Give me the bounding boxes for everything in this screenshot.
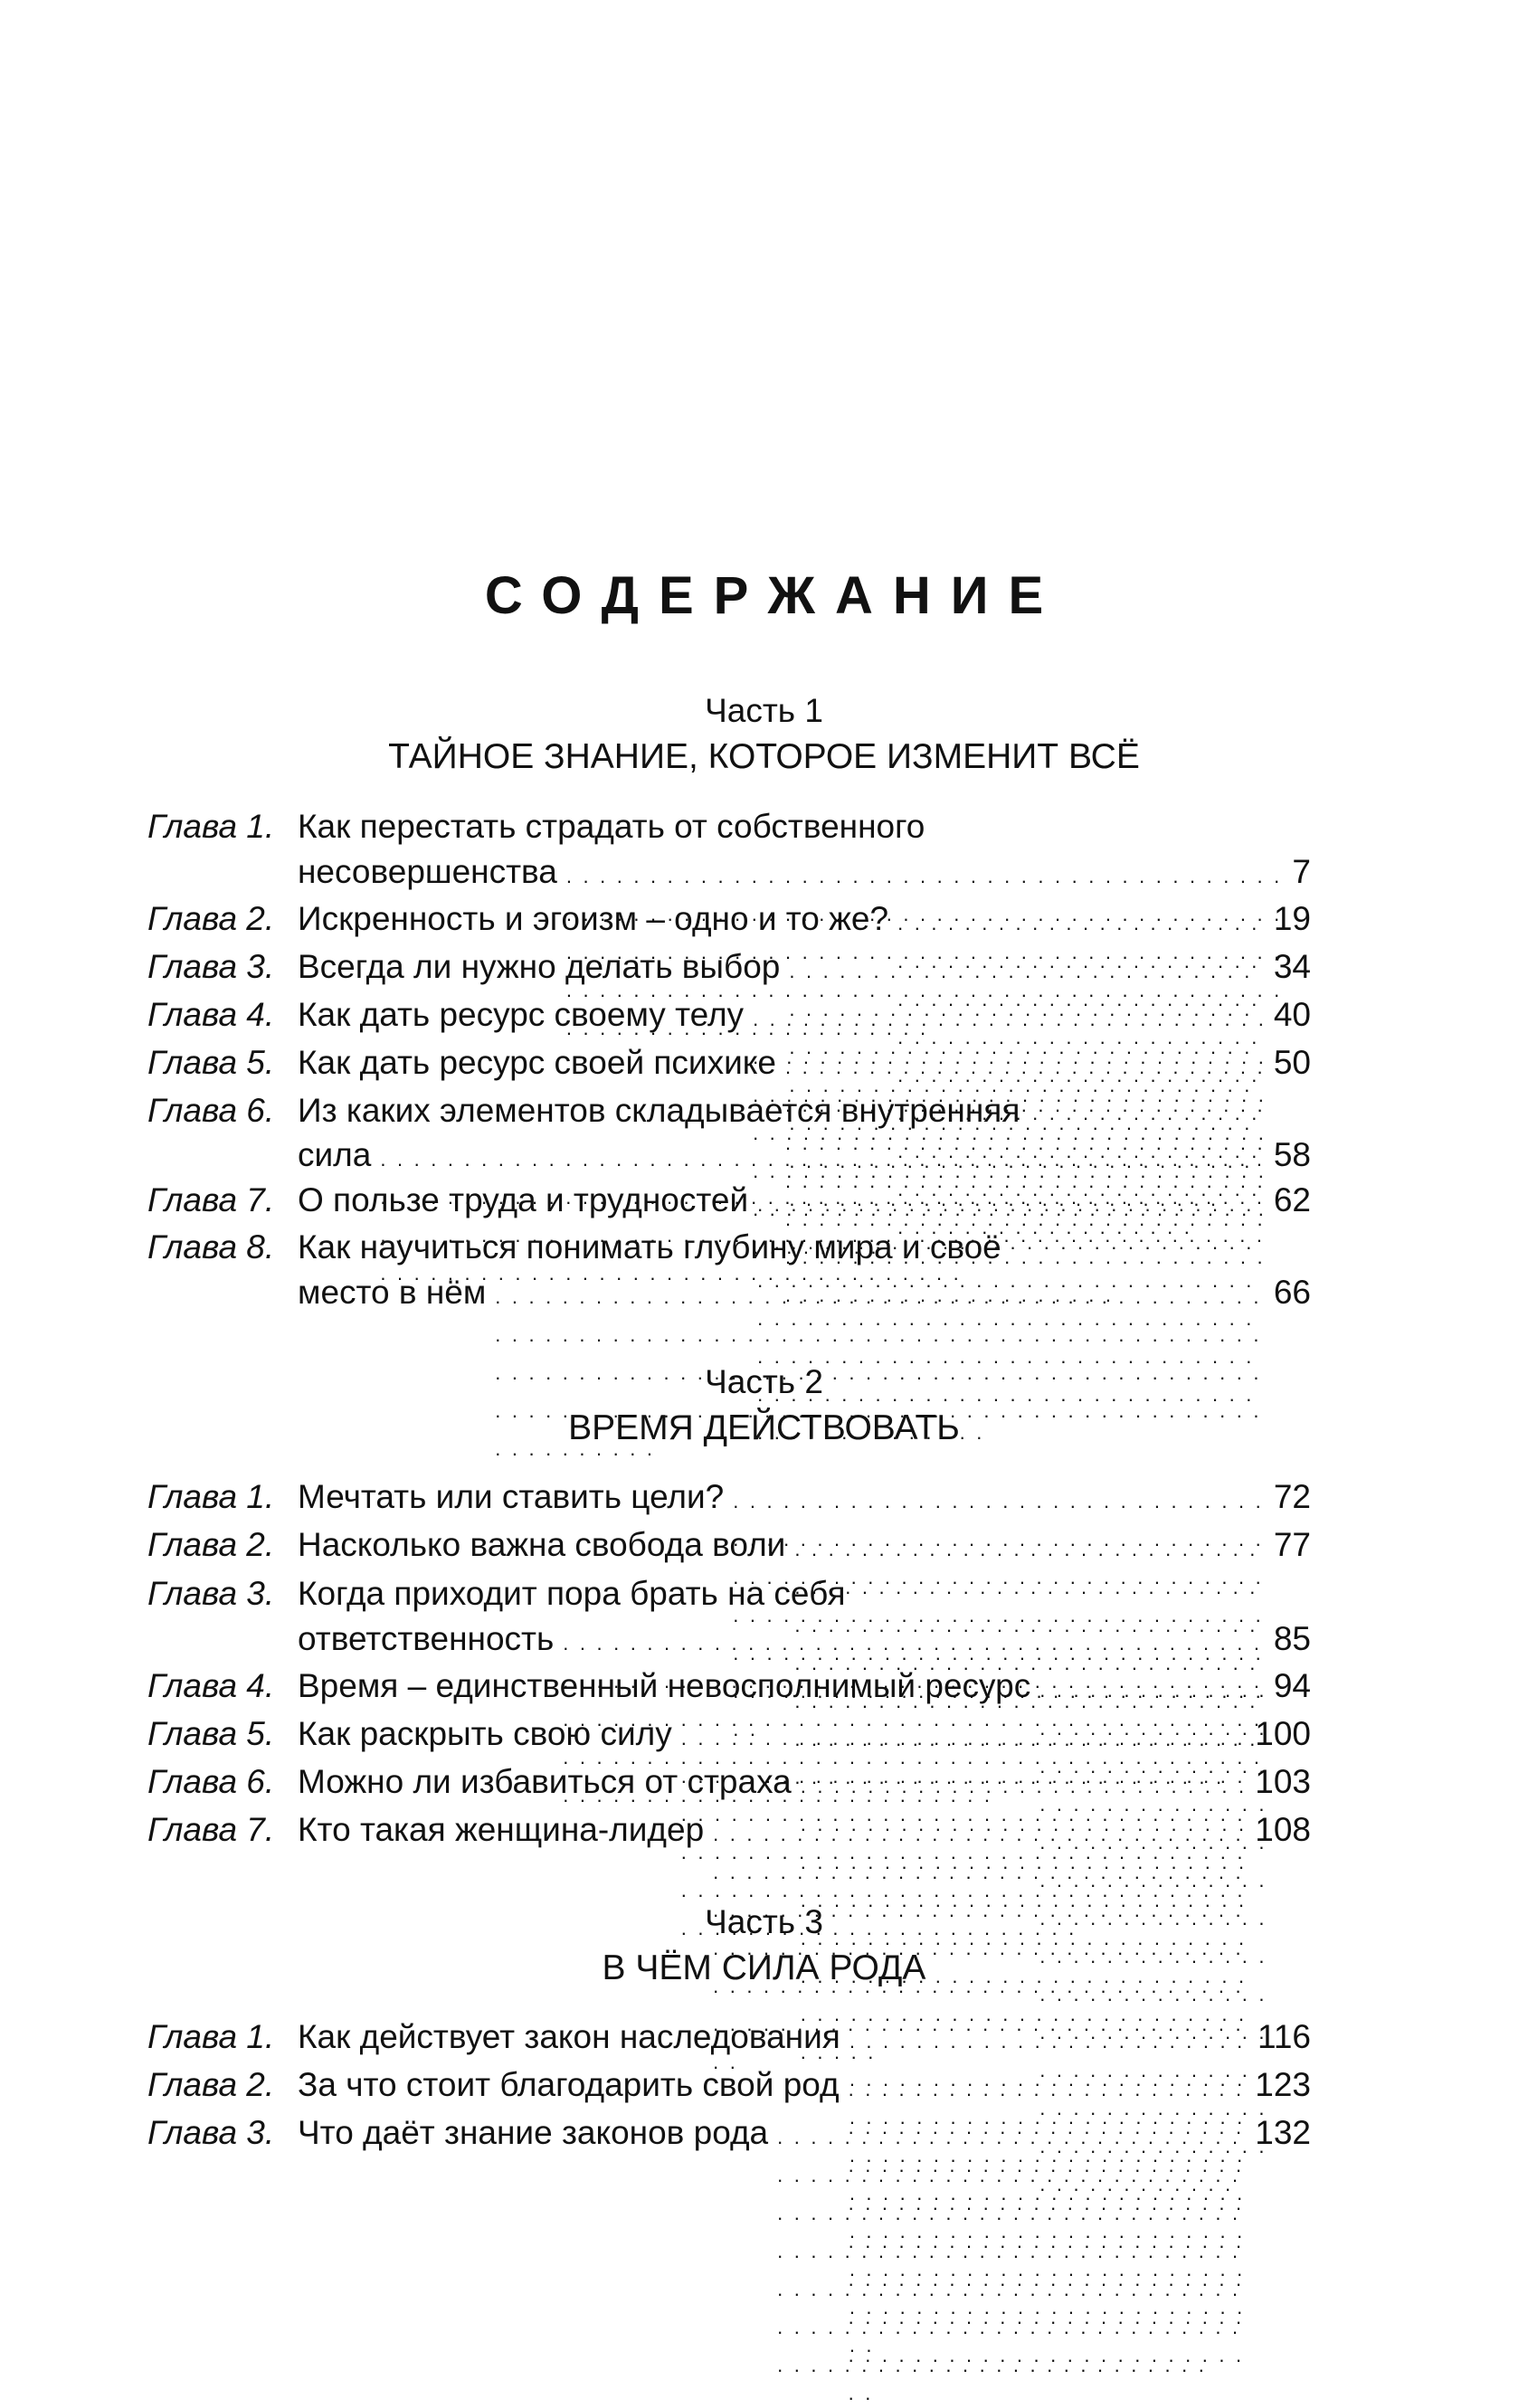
page-number: 100 xyxy=(1255,1715,1311,1752)
chapter-label: Глава 1. xyxy=(147,808,275,845)
chapter-title: Как научиться понимать глубину мира и своё xyxy=(298,1228,1001,1266)
toc-entry-p3-ch1[interactable] xyxy=(147,2018,1311,2065)
toc-entry-p1-ch2[interactable] xyxy=(147,900,1311,947)
toc-entry-p3-ch3[interactable] xyxy=(147,2114,1311,2161)
chapter-title-cont: ответственность xyxy=(298,1620,555,1657)
toc-entry-p2-ch4[interactable] xyxy=(147,1667,1311,1714)
toc-entry-p1-ch3[interactable] xyxy=(147,948,1311,995)
chapter-label: Глава 1. xyxy=(147,1478,275,1515)
page-number: 7 xyxy=(1292,853,1311,890)
chapter-title: О пользе труда и трудностей xyxy=(298,1181,749,1218)
chapter-title: Кто такая женщина-лидер xyxy=(298,1811,705,1848)
page-number: 77 xyxy=(1273,1526,1311,1563)
chapter-label: Глава 8. xyxy=(147,1228,275,1266)
page-number: 58 xyxy=(1273,1136,1311,1173)
chapter-title: Насколько важна свобода воли xyxy=(298,1526,786,1563)
page-number: 108 xyxy=(1255,1811,1311,1848)
page-number: 50 xyxy=(1273,1044,1311,1081)
page-number: 132 xyxy=(1255,2114,1311,2151)
page-number: 85 xyxy=(1273,1620,1311,1657)
page-number: 103 xyxy=(1255,1763,1311,1800)
chapter-title: Как дать ресурс своей психике xyxy=(298,1044,776,1081)
chapter-title: За что стоит благодарить свой род xyxy=(298,2066,840,2103)
toc-entry-p1-ch5[interactable] xyxy=(147,1044,1311,1091)
chapter-label: Глава 7. xyxy=(147,1181,275,1218)
chapter-label: Глава 5. xyxy=(147,1715,275,1752)
page-number: 62 xyxy=(1273,1181,1311,1218)
toc-entry-p1-ch1-cont[interactable] xyxy=(298,853,1311,900)
chapter-label: Глава 4. xyxy=(147,996,275,1033)
chapter-title: Что даёт знание законов рода xyxy=(298,2114,769,2151)
chapter-title-cont: место в нём xyxy=(298,1274,487,1311)
part-1-label: Часть 1 xyxy=(705,692,823,729)
toc-entry-p1-ch1[interactable] xyxy=(147,808,1311,855)
part-1-title: ТАЙНОЕ ЗНАНИЕ, КОТОРОЕ ИЗМЕНИТ ВСЁ xyxy=(388,737,1140,776)
toc-entry-p1-ch8-cont[interactable] xyxy=(298,1274,1311,1321)
chapter-title: Время – единственный невосполнимый ресурс xyxy=(298,1667,1031,1704)
part-3-label: Часть 3 xyxy=(705,1903,823,1940)
page-title: СОДЕРЖАНИЕ xyxy=(484,566,1064,625)
chapter-label: Глава 3. xyxy=(147,1575,275,1612)
toc-entry-p1-ch6[interactable] xyxy=(147,1092,1311,1139)
toc-entry-p1-ch6-cont[interactable] xyxy=(298,1136,1311,1183)
toc-entry-p1-ch4[interactable] xyxy=(147,996,1311,1043)
page-number: 34 xyxy=(1273,948,1311,985)
chapter-title-cont: сила xyxy=(298,1136,372,1173)
chapter-title: Из каких элементов складывается внутренняя xyxy=(298,1092,1020,1129)
toc-entry-p2-ch1[interactable] xyxy=(147,1478,1311,1525)
chapter-label: Глава 7. xyxy=(147,1811,275,1848)
chapter-label: Глава 1. xyxy=(147,2018,275,2055)
chapter-title: Как перестать страдать от собственного xyxy=(298,808,925,845)
toc-entry-p2-ch2[interactable] xyxy=(147,1526,1311,1573)
chapter-label: Глава 6. xyxy=(147,1763,275,1800)
chapter-title: Когда приходит пора брать на себя xyxy=(298,1575,846,1612)
page-number: 66 xyxy=(1273,1274,1311,1311)
chapter-title-cont: несовершенства xyxy=(298,853,557,890)
page-number: 116 xyxy=(1258,2018,1311,2055)
page-number: 40 xyxy=(1273,996,1311,1033)
chapter-title: Как действует закон наследования xyxy=(298,2018,840,2055)
chapter-label: Глава 5. xyxy=(147,1044,275,1081)
page-number: 72 xyxy=(1273,1478,1311,1515)
toc-entry-p1-ch8[interactable] xyxy=(147,1228,1311,1275)
page-number: 123 xyxy=(1255,2066,1311,2103)
chapter-label: Глава 4. xyxy=(147,1667,275,1704)
chapter-label: Глава 2. xyxy=(147,900,275,937)
part-2-label: Часть 2 xyxy=(705,1363,823,1400)
chapter-label: Глава 3. xyxy=(147,2114,275,2151)
toc-entry-p2-ch7[interactable] xyxy=(147,1811,1311,1858)
chapter-title: Всегда ли нужно делать выбор xyxy=(298,948,781,985)
toc-entry-p2-ch3[interactable] xyxy=(147,1575,1311,1622)
toc-entry-p2-ch3-cont[interactable] xyxy=(298,1620,1311,1667)
chapter-title: Можно ли избавиться от страха xyxy=(298,1763,792,1800)
page-number: 94 xyxy=(1273,1667,1311,1704)
leader-dots xyxy=(777,2114,1249,2380)
part-2-title: ВРЕМЯ ДЕЙСТВОВАТЬ xyxy=(568,1408,960,1447)
toc-entry-p2-ch6[interactable] xyxy=(147,1763,1311,1810)
chapter-title: Как раскрыть свою силу xyxy=(298,1715,672,1752)
toc-entry-p2-ch5[interactable] xyxy=(147,1715,1311,1762)
part-3-title: В ЧЁМ СИЛА РОДА xyxy=(602,1948,926,1987)
chapter-title: Как дать ресурс своему телу xyxy=(298,996,745,1033)
toc-entry-p3-ch2[interactable] xyxy=(147,2066,1311,2113)
chapter-title: Искренность и эгоизм – одно и то же? xyxy=(298,900,889,937)
chapter-label: Глава 2. xyxy=(147,2066,275,2103)
chapter-label: Глава 2. xyxy=(147,1526,275,1563)
page-number: 19 xyxy=(1273,900,1311,937)
chapter-label: Глава 6. xyxy=(147,1092,275,1129)
toc-entry-p1-ch7[interactable] xyxy=(147,1181,1311,1228)
chapter-label: Глава 3. xyxy=(147,948,275,985)
chapter-title: Мечтать или ставить цели? xyxy=(298,1478,725,1515)
